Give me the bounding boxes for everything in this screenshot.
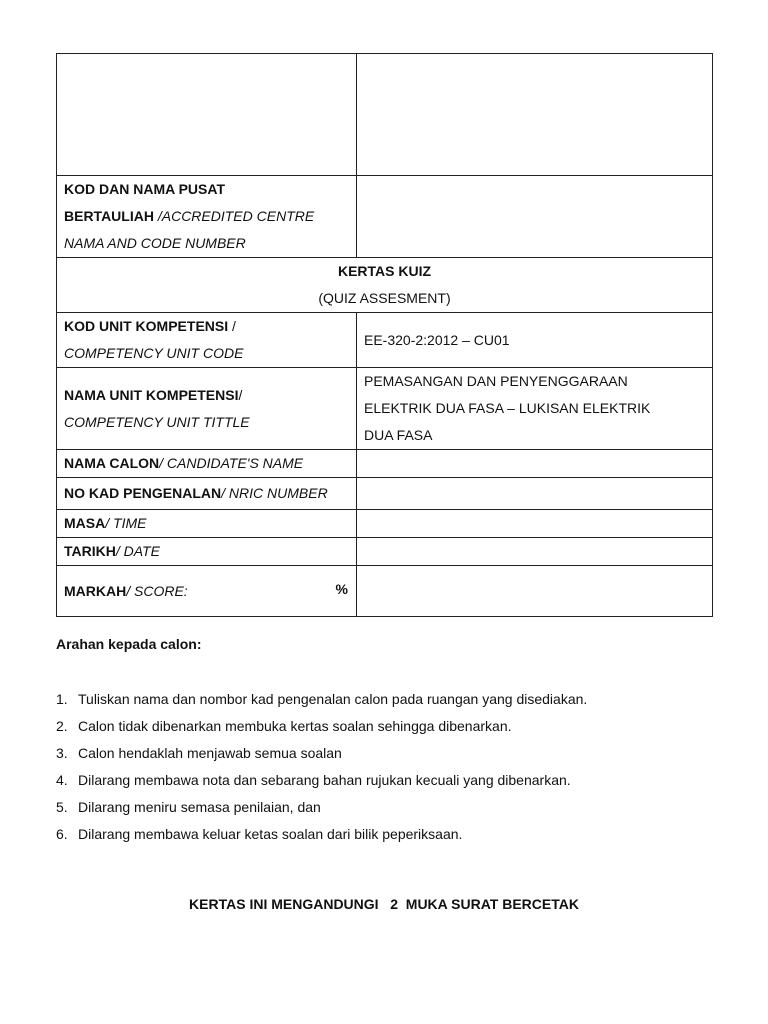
unit-name-value-line-1: PEMASANGAN DAN PENYENGGARAAN (364, 373, 628, 389)
list-item-text: Calon hendaklah menjawab semua soalan (78, 745, 342, 761)
list-item-text: Dilarang membawa nota dan sebarang bahan rujukan kecuali yang dibenarkan. (78, 772, 571, 788)
score-italic: / SCORE: (126, 582, 188, 599)
unit-code-label-italic: COMPETENCY UNIT CODE (64, 345, 244, 361)
score-field[interactable] (357, 566, 713, 617)
logo-row (57, 54, 713, 176)
logo-cell-right (357, 54, 713, 176)
nric-bold: NO KAD PENGENALAN (64, 485, 222, 501)
time-label (57, 510, 357, 538)
logo-cell-left (57, 54, 357, 176)
unit-code-label-sep: / (228, 318, 236, 334)
score-row (57, 566, 713, 617)
date-field[interactable] (357, 538, 713, 566)
list-item (56, 821, 587, 848)
paper-subtitle: (QUIZ ASSESMENT) (318, 290, 451, 306)
unit-code-label-bold: KOD UNIT KOMPETENSI (64, 318, 229, 334)
unit-code-row (57, 313, 713, 368)
list-item (56, 713, 587, 740)
unit-code-value: EE-320-2:2012 – CU01 (357, 313, 713, 368)
nric-italic: / NRIC NUMBER (221, 485, 328, 501)
time-italic: / TIME (105, 515, 147, 531)
list-item-number: 3. (56, 745, 68, 761)
list-item (56, 686, 587, 713)
list-item-text: Calon tidak dibenarkan membuka kertas soalan sehingga dibenarkan. (78, 718, 512, 734)
score-percent-sign: % (335, 581, 348, 597)
unit-name-value-line-3: DUA FASA (364, 427, 433, 443)
instructions-list (56, 686, 587, 848)
list-item-number: 4. (56, 772, 68, 788)
unit-name-label-bold: NAMA UNIT KOMPETENSI (64, 386, 239, 403)
unit-name-value (357, 368, 713, 450)
candidate-name-bold: NAMA CALON (64, 455, 160, 471)
paper-title-row (57, 258, 713, 313)
centre-value-field[interactable] (357, 176, 713, 258)
candidate-name-field[interactable] (357, 450, 713, 478)
cover-form-table (56, 53, 713, 617)
time-bold: MASA (64, 515, 106, 531)
paper-title-cell (57, 258, 713, 313)
centre-row (57, 176, 713, 258)
nric-row (57, 478, 713, 510)
list-item-number: 6. (56, 826, 68, 842)
instructions-title: Arahan kepada calon: (56, 636, 202, 652)
date-bold: TARIKH (64, 543, 116, 559)
unit-name-label (57, 368, 357, 450)
nric-label (57, 478, 357, 510)
unit-name-value-line-2: ELEKTRIK DUA FASA – LUKISAN ELEKTRIK (364, 400, 651, 416)
list-item-text: Dilarang membawa keluar ketas soalan dari bilik peperiksaan. (78, 826, 463, 842)
unit-name-row (57, 368, 713, 450)
list-item (56, 767, 587, 794)
list-item (56, 794, 587, 821)
date-italic: / DATE (115, 543, 160, 559)
list-item-text: Tuliskan nama dan nombor kad pengenalan calon pada ruangan yang disediakan. (78, 691, 588, 707)
time-field[interactable] (357, 510, 713, 538)
list-item-number: 2. (56, 718, 68, 734)
date-row (57, 538, 713, 566)
list-item (56, 740, 587, 767)
list-item-number: 1. (56, 691, 68, 707)
time-row (57, 510, 713, 538)
unit-code-label (57, 313, 357, 368)
candidate-name-label (57, 450, 357, 478)
candidate-name-italic: / CANDIDATE'S NAME (159, 455, 304, 471)
candidate-name-row (57, 450, 713, 478)
centre-label-bold-2: BERTAULIAH (64, 208, 154, 224)
score-bold: MARKAH (64, 582, 127, 599)
centre-label-italic-1: /ACCREDITED CENTRE (157, 208, 315, 224)
score-label (57, 566, 357, 617)
unit-name-label-italic: COMPETENCY UNIT TITTLE (64, 413, 250, 430)
centre-label-italic-2: NAMA AND CODE NUMBER (64, 235, 246, 251)
date-label (57, 538, 357, 566)
list-item-number: 5. (56, 799, 68, 815)
centre-label (57, 176, 357, 258)
nric-field[interactable] (357, 478, 713, 510)
paper-title: KERTAS KUIZ (337, 263, 432, 279)
list-item-text: Dilarang meniru semasa penilaian, dan (78, 799, 321, 815)
centre-label-bold-1: KOD DAN NAMA PUSAT (64, 181, 225, 197)
unit-name-label-sep: / (238, 386, 243, 403)
page-count-footer: KERTAS INI MENGANDUNGI 2 MUKA SURAT BERCETAK (189, 896, 579, 912)
